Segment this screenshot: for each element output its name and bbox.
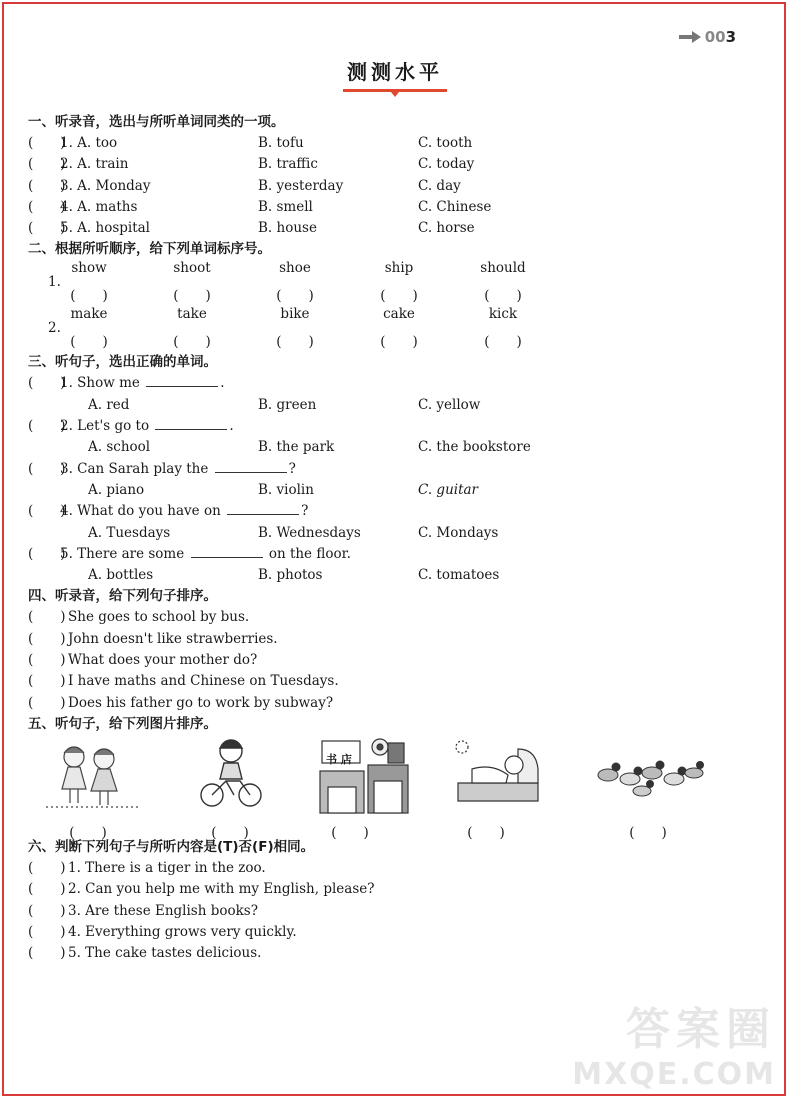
answer-paren[interactable]: ( ) — [28, 609, 66, 626]
option-c: C. tooth — [418, 135, 473, 151]
options-row — [28, 437, 748, 458]
worksheet — [28, 112, 748, 964]
question-part: 3. Can Sarah play the — [60, 460, 209, 477]
answer-paren[interactable]: ( ) — [211, 824, 249, 841]
option-b: B. the park — [258, 439, 335, 456]
sentence: She goes to school by bus. — [68, 609, 250, 626]
answer-paren[interactable]: ( ) — [28, 503, 66, 520]
question-part: 5. There are some — [60, 545, 185, 562]
fill-blank[interactable] — [215, 460, 287, 473]
list-item — [28, 901, 748, 922]
row-number: 2. — [48, 320, 61, 337]
section-6-list — [28, 858, 748, 964]
question-part: 1. Show me — [60, 375, 140, 392]
fill-blank[interactable] — [146, 374, 218, 387]
answer-paren[interactable]: ( ) — [28, 923, 66, 940]
section-2-heading: 二、根据所听顺序，给下列单词标序号。 — [28, 241, 271, 258]
list-item — [28, 693, 748, 714]
bookstore-picture-icon — [318, 735, 410, 815]
answer-paren[interactable]: ( ) — [173, 334, 211, 351]
sentence: I have maths and Chinese on Tuesdays. — [68, 673, 339, 690]
list-item — [28, 650, 748, 671]
sentence: Does his father go to work by subway? — [68, 694, 334, 711]
arrow-right-icon — [679, 31, 701, 43]
option-b: B. tofu — [258, 135, 304, 151]
answer-paren[interactable]: ( ) — [28, 859, 66, 876]
option-a: A. bottles — [88, 567, 154, 584]
option-a: A. school — [88, 439, 151, 456]
sentence: 3. Are these English books? — [68, 902, 258, 919]
option-a: 3. A. Monday — [60, 177, 151, 194]
answer-paren[interactable]: ( ) — [484, 334, 522, 351]
word: make — [70, 306, 108, 323]
question-row — [28, 501, 748, 522]
list-item — [28, 607, 748, 628]
girls-picture-icon — [42, 739, 142, 813]
answer-paren[interactable]: ( ) — [28, 156, 66, 173]
fill-blank[interactable] — [155, 417, 227, 430]
bookstore-sign: 书 店 — [326, 752, 352, 766]
answer-paren[interactable]: ( ) — [173, 288, 211, 305]
page-title: 测测水平 — [343, 56, 447, 92]
answer-paren[interactable]: ( ) — [28, 135, 66, 151]
option-c: C. Mondays — [418, 524, 499, 541]
word: kick — [488, 306, 518, 323]
answer-paren[interactable]: ( ) — [276, 288, 314, 305]
sentence: 1. There is a tiger in the zoo. — [68, 859, 266, 876]
option-b: B. smell — [258, 198, 313, 215]
bike-picture-icon — [198, 735, 264, 813]
question-end: . — [220, 375, 225, 392]
answer-paren[interactable]: ( ) — [276, 334, 314, 351]
fill-blank[interactable] — [227, 502, 299, 515]
question-end: ? — [288, 460, 296, 477]
sentence: 5. The cake tastes delicious. — [68, 945, 262, 962]
question-row — [28, 459, 748, 480]
page-number-prefix: 00 — [704, 28, 726, 46]
options-row — [28, 480, 748, 501]
option-c: C. day — [418, 177, 461, 194]
answer-paren[interactable]: ( ) — [28, 630, 66, 647]
list-item — [28, 133, 748, 154]
option-c: C. Chinese — [418, 198, 492, 215]
list-item — [28, 176, 748, 197]
section-3-list — [28, 373, 748, 586]
sentence: What does your mother do? — [68, 652, 258, 669]
watermark-line-2: MXQE.COM — [572, 1057, 776, 1092]
option-a: A. Tuesdays — [88, 524, 171, 541]
option-a: 4. A. maths — [60, 198, 138, 215]
row-number: 1. — [48, 274, 61, 291]
list-item — [28, 197, 748, 218]
question-row — [28, 373, 748, 394]
options-row — [28, 565, 748, 586]
question-text — [60, 373, 224, 394]
question-end: . — [229, 418, 234, 435]
option-c: C. guitar — [418, 481, 479, 498]
word-grid-row-2 — [28, 306, 748, 352]
word-grid-row-1 — [28, 260, 748, 306]
answer-paren[interactable]: ( ) — [484, 288, 522, 305]
option-c: C. tomatoes — [418, 567, 500, 584]
section-5-heading: 五、听句子，给下列图片排序。 — [28, 715, 217, 732]
answer-paren[interactable]: ( ) — [28, 220, 66, 237]
section-6-heading: 六、判断下列句子与所听内容是(T)否(F)相同。 — [28, 838, 315, 855]
question-row — [28, 416, 748, 437]
answer-paren[interactable]: ( ) — [70, 334, 108, 351]
answer-paren[interactable]: ( ) — [467, 824, 505, 841]
option-b: B. violin — [258, 481, 314, 498]
option-b: B. house — [258, 220, 317, 237]
option-c: C. the bookstore — [418, 439, 531, 456]
option-c: C. yellow — [418, 396, 481, 413]
question-text — [60, 501, 308, 522]
list-item — [28, 879, 748, 900]
list-item — [28, 943, 748, 964]
option-a: A. red — [88, 396, 130, 413]
word: take — [177, 306, 207, 323]
section-4-heading: 四、听录音，给下列句子排序。 — [28, 588, 217, 605]
list-item — [28, 629, 748, 650]
section-3-heading: 三、听句子，选出正确的单词。 — [28, 354, 217, 371]
ducks-picture-icon — [594, 749, 706, 799]
watermark — [572, 993, 776, 1092]
answer-paren[interactable]: ( ) — [28, 418, 66, 435]
word: should — [480, 260, 526, 277]
page-title-block — [0, 56, 790, 92]
answer-paren[interactable]: ( ) — [28, 673, 66, 690]
picture-row — [28, 735, 748, 841]
fill-blank[interactable] — [191, 545, 263, 558]
page-number — [679, 28, 736, 46]
option-a: 2. A. train — [60, 156, 129, 173]
answer-paren[interactable]: ( ) — [28, 545, 66, 562]
option-a: 1. A. too — [60, 135, 118, 151]
option-b: B. Wednesdays — [258, 524, 361, 541]
option-b: B. traffic — [258, 156, 318, 173]
word: show — [71, 260, 107, 277]
sentence: John doesn't like strawberries. — [68, 630, 278, 647]
answer-paren[interactable]: ( ) — [28, 375, 66, 392]
word: cake — [383, 306, 415, 323]
sentence: 4. Everything grows very quickly. — [68, 923, 297, 940]
question-row — [28, 544, 748, 565]
option-c: C. horse — [418, 220, 475, 237]
option-a: A. piano — [88, 481, 145, 498]
list-item — [28, 154, 748, 175]
list-item — [28, 922, 748, 943]
answer-paren[interactable]: ( ) — [28, 945, 66, 962]
options-row — [28, 395, 748, 416]
option-b: B. green — [258, 396, 317, 413]
option-b: B. yesterday — [258, 177, 344, 194]
list-item — [28, 218, 748, 239]
section-1-heading: 一、听录音，选出与所听单词同类的一项。 — [28, 114, 285, 130]
word: ship — [384, 260, 414, 277]
answer-paren[interactable]: ( ) — [28, 902, 66, 919]
question-text — [60, 416, 234, 437]
word: shoe — [279, 260, 311, 277]
answer-paren[interactable]: ( ) — [28, 881, 66, 898]
answer-paren[interactable]: ( ) — [69, 824, 107, 841]
watermark-line-1: 答案圈 — [626, 1004, 776, 1055]
question-end: ? — [301, 503, 309, 520]
question-part: 2. Let's go to — [60, 418, 150, 435]
answer-paren[interactable]: ( ) — [28, 198, 66, 215]
options-row — [28, 523, 748, 544]
answer-paren[interactable]: ( ) — [380, 288, 418, 305]
answer-paren[interactable]: ( ) — [331, 824, 369, 841]
answer-paren[interactable]: ( ) — [28, 177, 66, 194]
option-b: B. photos — [258, 567, 323, 584]
question-end: on the floor. — [268, 545, 351, 562]
option-c: C. today — [418, 156, 475, 173]
section-4-list — [28, 607, 748, 713]
answer-paren[interactable]: ( ) — [28, 652, 66, 669]
question-part: 4. What do you have on — [60, 503, 221, 520]
section-1-list — [28, 133, 748, 239]
answer-paren[interactable]: ( ) — [70, 288, 108, 305]
page-number-last: 3 — [725, 28, 736, 46]
word: shoot — [173, 260, 211, 277]
question-text — [60, 544, 351, 565]
question-text — [60, 459, 296, 480]
answer-paren[interactable]: ( ) — [629, 824, 667, 841]
answer-paren[interactable]: ( ) — [380, 334, 418, 351]
answer-paren[interactable]: ( ) — [28, 460, 66, 477]
option-a: 5. A. hospital — [60, 220, 151, 237]
list-item — [28, 671, 748, 692]
answer-paren[interactable]: ( ) — [28, 694, 66, 711]
bed-picture-icon — [452, 739, 542, 805]
list-item — [28, 858, 748, 879]
sentence: 2. Can you help me with my English, please? — [68, 881, 375, 898]
word: bike — [280, 306, 310, 323]
